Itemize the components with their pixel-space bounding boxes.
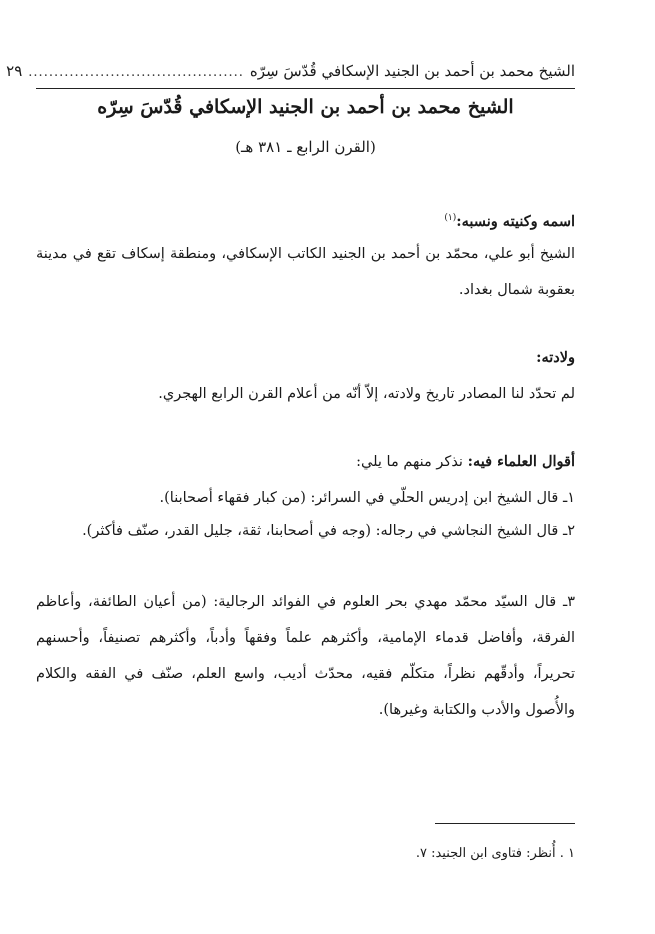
sayings-heading: أقوال العلماء فيه:	[467, 453, 575, 470]
footnote-text: أُنظر: فتاوى ابن الجنيد: ٧.	[415, 846, 556, 861]
name-heading-line	[36, 200, 575, 240]
sayings-heading-line	[36, 444, 575, 480]
page-number: ٢٩	[6, 62, 23, 80]
running-header-title: الشيخ محمد بن أحمد بن الجنيد الإسكافي قُدّسَ سِرّه	[249, 62, 575, 80]
sayings-intro: نذكر منهم ما يلي:	[356, 454, 463, 470]
birth-body: لم تحدّد لنا المصادر تاريخ ولادته، إلاّ أنّه من أعلام القرن الرابع الهجري.	[158, 386, 575, 402]
running-header-dots: ..........................................	[28, 65, 244, 80]
saying-item-2: ٢ـ قال الشيخ النجاشي في رجاله: (وجه في أصحابنا، ثقة، جليل القدر، صنّف فأكثر).	[82, 523, 575, 539]
name-body: الشيخ أبو علي، محمّد بن أحمد بن الجنيد الكاتب الإسكافي، ومنطقة إسكاف تقع في مدينة بعقوبة شمال بغداد.	[36, 246, 575, 298]
footnote-ref: (١)	[444, 213, 457, 223]
footnote-rule	[435, 823, 575, 824]
chapter-title: الشيخ محمد بن أحمد بن الجنيد الإسكافي قُدّسَ سِرّه	[97, 96, 514, 118]
header-rule	[36, 88, 575, 89]
saying-item-1: ١ـ قال الشيخ ابن إدريس الحلّي في السرائر: (من كبار فقهاء أصحابنا).	[159, 490, 575, 506]
footnote-number: ١ .	[559, 846, 575, 861]
name-heading: اسمه وكنيته ونسبه:	[456, 212, 575, 230]
chapter-subtitle: (القرن الرابع ـ ٣٨١ هـ)	[235, 138, 376, 156]
birth-heading: ولادته:	[536, 349, 575, 366]
footnote	[36, 846, 575, 861]
saying-item-3: ٣ـ قال السيّد محمّد مهدي بحر العلوم في الفوائد الرجالية: (من أعيان الطائفة، وأعاظم الفرقة، وأفاضل قدماء الإمامية، وأكثرهم علماً وفقهاً وأدباً، وأكثرهم تصنيفاً، وأحسنهم تحريراً، وأدقّهم نظراً، متكلّم فقيه، محدّث أديب، واسع العلم، صنّف في الفقه والكلام والأُصول والأدب والكتابة وغيرها).	[36, 594, 575, 718]
running-header	[6, 62, 575, 84]
